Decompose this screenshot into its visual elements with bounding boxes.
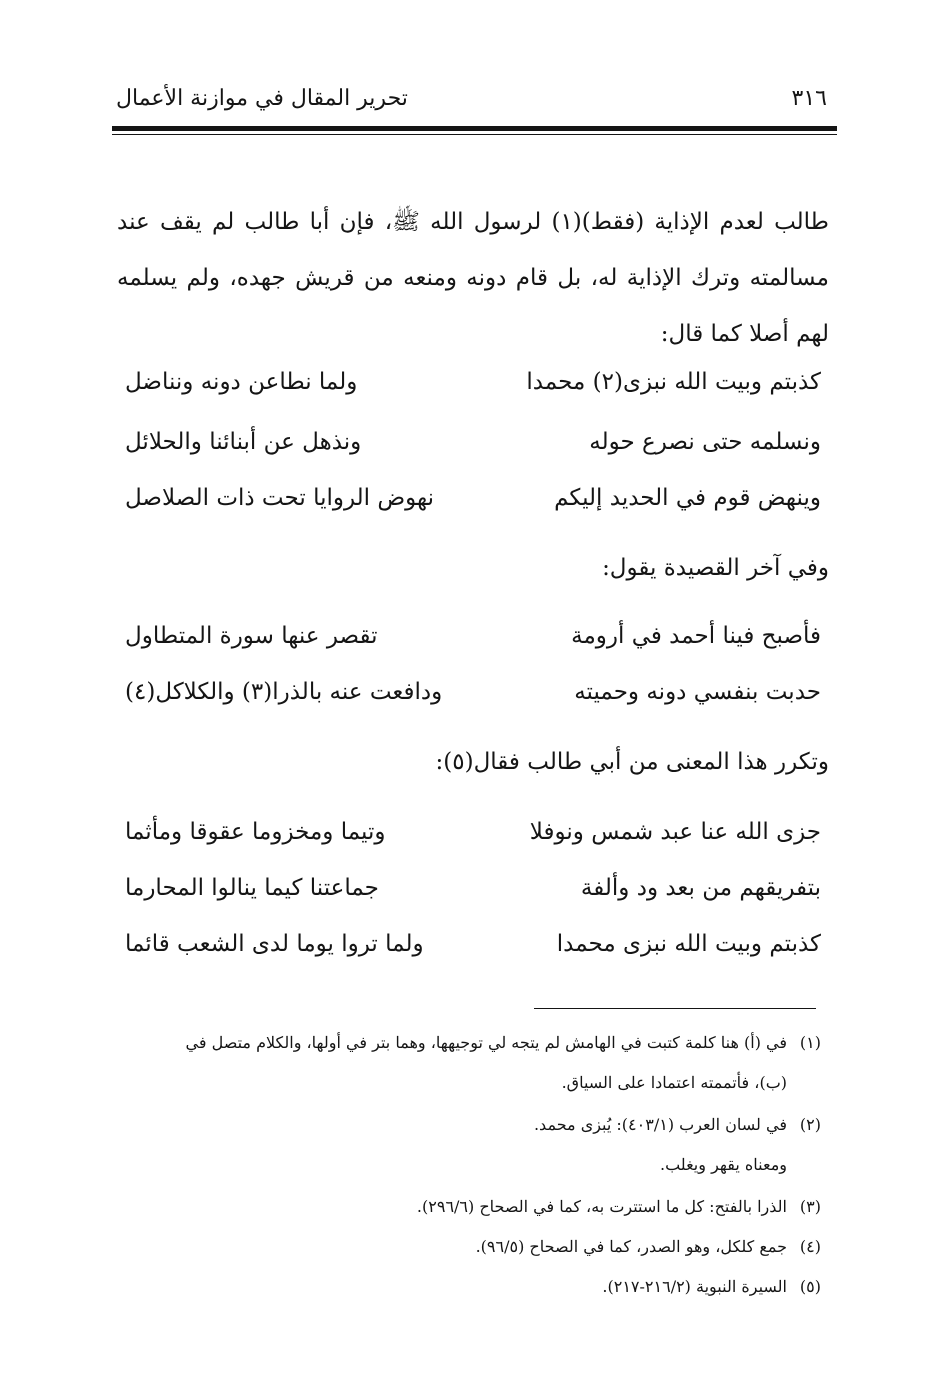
footnote-mark: (٣) [799, 1197, 821, 1216]
footnote-text: في لسان العرب (٤٠٣/١): يُبزى محمد. [533, 1115, 787, 1134]
paragraph-1: طالب لعدم الإذاية (فقط)(١) لرسول الله ﷺ، فإن أبا طالب لم يقف عند مسالمته وترك الإذاية له، بل قام دونه ومنعه من قريش جهده، ولم يسلمه لهم أصلا كما قال: [117, 209, 829, 347]
footnote-text: الذرا بالفتح: كل ما استترت به، كما في الصحاح (٢٩٦/٦). [416, 1197, 787, 1216]
footnote-mark: (٥) [799, 1277, 821, 1296]
verse-second-hemistich: ودافعت عنه بالذرا(٣) والكلاكل(٤) [125, 679, 443, 705]
header-rule-thick [112, 126, 837, 131]
poem1-verse-1 [117, 360, 829, 404]
footnote-5 [106, 1266, 821, 1308]
page-number: ٣١٦ [791, 86, 827, 111]
footnote-mark: (١) [799, 1033, 821, 1052]
footnote-3 [106, 1186, 821, 1228]
footnote-separator [534, 1008, 816, 1009]
footnote-1 [106, 1022, 821, 1064]
poem3-verse-1 [117, 810, 829, 854]
verse-second-hemistich: ونذهل عن أبنائنا والحلائل [125, 429, 362, 455]
poem3-verse-2 [117, 866, 829, 910]
verse-first-hemistich: جزى الله عنا عبد شمس ونوفلا [529, 819, 821, 845]
footnote-2 [106, 1104, 821, 1146]
footnote-text: في (أ) هنا كلمة كتبت في الهامش لم يتجه لي توجيهها، وهما بتر في أولها، والكلام متصل في [185, 1033, 787, 1052]
poem2-verse-1 [117, 614, 829, 658]
verse-first-hemistich: حدبت بنفسي دونه وحميته [574, 679, 821, 705]
running-title: تحرير المقال في موازنة الأعمال [116, 86, 408, 111]
verse-first-hemistich: ونسلمه حتى نصرع حوله [589, 429, 821, 455]
poem3-verse-3 [117, 922, 829, 966]
footnote-mark: (٤) [799, 1237, 821, 1256]
verse-second-hemistich: وتيما ومخزوما عقوقا ومأثما [125, 819, 386, 845]
footnote-text: السيرة النبوية (٢١٦/٢-٢١٧). [602, 1277, 787, 1296]
poem1-verse-3 [117, 476, 829, 520]
footnote-2-continued: ومعناه يقهر ويغلب. [659, 1155, 787, 1174]
header-rule-thin [112, 134, 837, 135]
poem2-verse-2 [117, 670, 829, 714]
verse-second-hemistich: جماعتنا كيما ينالوا المحارما [125, 875, 379, 901]
verse-second-hemistich: نهوض الروايا تحت ذات الصلاصل [125, 485, 435, 511]
verse-second-hemistich: تقصر عنها سورة المتطاول [125, 623, 378, 649]
verse-second-hemistich: ولما نطاعن دونه ونناضل [125, 369, 358, 395]
poem2-intro: وفي آخر القصيدة يقول: [602, 555, 829, 581]
footnote-mark: (٢) [799, 1115, 821, 1134]
verse-first-hemistich: بتفريقهم من بعد ود وألفة [580, 875, 821, 901]
verse-first-hemistich: كذبتم وبيت الله نبزى محمدا [556, 931, 821, 957]
verse-second-hemistich: ولما تروا يوما لدى الشعب قائما [125, 931, 424, 957]
poem1-verse-2 [117, 420, 829, 464]
footnote-1-continued: (ب)، فأتممته اعتمادا على السياق. [561, 1073, 787, 1092]
poem3-intro: وتكرر هذا المعنى من أبي طالب فقال(٥): [435, 749, 829, 775]
verse-first-hemistich: كذبتم وبيت الله نبزى(٢) محمدا [526, 369, 821, 395]
verse-first-hemistich: وينهض قوم في الحديد إليكم [554, 485, 821, 511]
page-header [112, 78, 831, 126]
footnote-text: جمع كلكل، وهو الصدر، كما في الصحاح (٩٦/٥). [475, 1237, 787, 1256]
verse-first-hemistich: فأصبح فينا أحمد في أرومة [571, 623, 821, 649]
footnote-4 [106, 1226, 821, 1268]
